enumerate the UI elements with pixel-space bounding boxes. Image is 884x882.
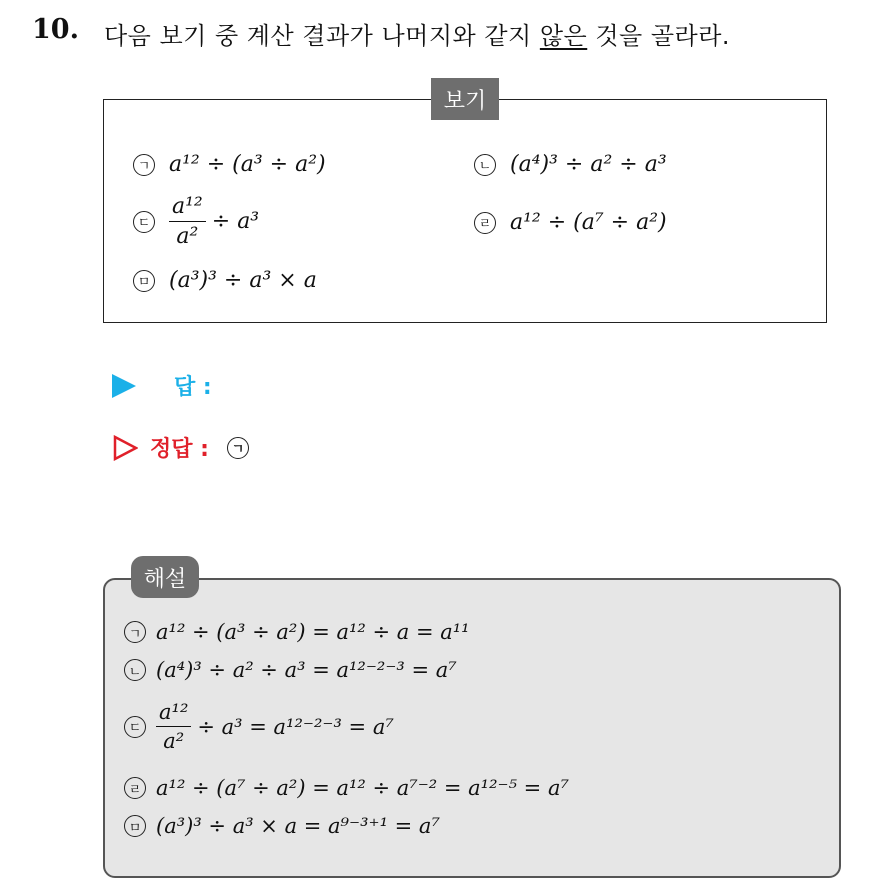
question-text-before: 다음 보기 중 계산 결과가 나머지와 같지 — [104, 22, 540, 50]
solution-line-c-marker: ㄷ — [124, 716, 146, 738]
bogi-label: 보기 — [431, 78, 499, 120]
correct-answer-row — [112, 432, 263, 463]
solution-line-e — [124, 814, 440, 838]
option-b-expr: (a⁴)³ ÷ a² ÷ a³ — [510, 152, 667, 177]
option-a-expr: a¹² ÷ (a³ ÷ a²) — [169, 152, 326, 177]
solution-line-c-denominator: a² — [163, 729, 185, 753]
option-b-marker: ㄴ — [474, 154, 496, 176]
solution-line-d-marker: ㄹ — [124, 777, 146, 799]
correct-answer-label: 정답 : — [150, 437, 209, 462]
option-d-expr: a¹² ÷ (a⁷ ÷ a²) — [510, 210, 667, 235]
answer-label: 답 : — [174, 375, 212, 400]
play-arrow-icon — [112, 374, 136, 398]
solution-line-b — [124, 658, 457, 682]
option-c-rest: ÷ a³ — [211, 209, 260, 234]
option-a-marker: ㄱ — [133, 154, 155, 176]
option-d — [474, 210, 667, 235]
solution-line-d — [124, 776, 569, 800]
option-c — [133, 194, 259, 249]
option-c-numerator: a¹² — [169, 194, 206, 222]
solution-line-d-expr: a¹² ÷ (a⁷ ÷ a²) = a¹² ÷ a⁷⁻² = a¹²⁻⁵ = a⁷ — [156, 776, 569, 800]
solution-line-a — [124, 620, 470, 644]
option-a — [133, 152, 326, 177]
question-text-underlined: 않은 — [539, 22, 588, 50]
question-number: 10. — [32, 14, 79, 45]
option-c-marker: ㄷ — [133, 211, 155, 233]
option-c-denominator: a² — [176, 224, 199, 249]
question-text — [104, 16, 730, 51]
solution-line-b-expr: (a⁴)³ ÷ a² ÷ a³ = a¹²⁻²⁻³ = a⁷ — [156, 658, 457, 682]
solution-line-a-marker: ㄱ — [124, 621, 146, 643]
option-c-fraction — [169, 194, 206, 249]
solution-line-a-expr: a¹² ÷ (a³ ÷ a²) = a¹² ÷ a = a¹¹ — [156, 620, 470, 644]
option-b — [474, 152, 667, 177]
question-text-after: 것을 골라라. — [587, 22, 731, 50]
solution-line-c-numerator: a¹² — [156, 700, 191, 727]
solution-line-e-expr: (a³)³ ÷ a³ × a = a⁹⁻³⁺¹ = a⁷ — [156, 814, 440, 838]
solution-line-e-marker: ㅁ — [124, 815, 146, 837]
option-e-marker: ㅁ — [133, 270, 155, 292]
solution-line-c-rest: ÷ a³ = a¹²⁻²⁻³ = a⁷ — [197, 714, 394, 739]
option-e-expr: (a³)³ ÷ a³ × a — [169, 268, 317, 293]
solution-line-c-fraction — [156, 700, 191, 753]
option-e — [133, 268, 317, 293]
outline-arrow-icon — [112, 435, 138, 461]
solution-label: 해설 — [131, 556, 199, 598]
correct-answer-marker: ㄱ — [227, 437, 249, 459]
solution-line-b-marker: ㄴ — [124, 659, 146, 681]
answer-row — [112, 370, 212, 401]
solution-line-c — [124, 700, 394, 753]
option-d-marker: ㄹ — [474, 212, 496, 234]
